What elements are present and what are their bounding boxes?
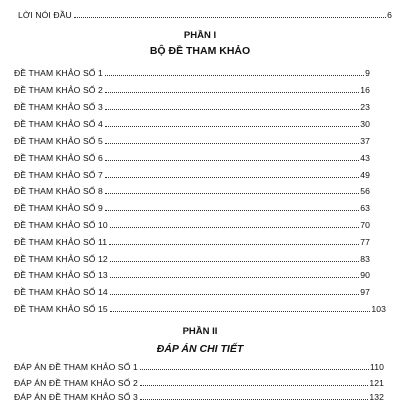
toc-entry-page: 49 — [360, 170, 370, 180]
toc-entry-page: 9 — [365, 68, 370, 78]
toc-entry[interactable] — [14, 68, 370, 78]
toc-entry[interactable] — [14, 220, 370, 230]
toc-entry-label: ĐÁP ÁN ĐỀ THAM KHẢO SỐ 1 — [14, 362, 138, 372]
toc-entry-page: 97 — [360, 287, 370, 297]
toc-entry-preface[interactable] — [18, 10, 392, 20]
toc-dot-leader — [105, 126, 359, 127]
toc-entry[interactable] — [14, 304, 386, 314]
toc-dot-leader — [105, 75, 364, 76]
toc-dot-leader — [110, 294, 359, 295]
toc-entry[interactable] — [14, 153, 370, 163]
toc-entry[interactable] — [14, 119, 370, 129]
toc-dot-leader — [105, 210, 359, 211]
toc-entry[interactable] — [14, 362, 384, 372]
toc-entry[interactable] — [14, 203, 370, 213]
toc-dot-leader — [105, 92, 359, 93]
toc-dot-leader — [109, 244, 359, 245]
toc-entry-label: ĐÁP ÁN ĐỀ THAM KHẢO SỐ 2 — [14, 378, 138, 388]
toc-entry-label: ĐỀ THAM KHẢO SỐ 4 — [14, 119, 103, 129]
toc-entry-label: ĐỀ THAM KHẢO SỐ 7 — [14, 170, 103, 180]
toc-entry-page: 132 — [369, 392, 384, 402]
toc-entry-page: 103 — [371, 304, 386, 314]
toc-entry[interactable] — [14, 170, 370, 180]
toc-entry-page: 83 — [360, 254, 370, 264]
toc-dot-leader — [105, 160, 359, 161]
toc-entry[interactable] — [14, 136, 370, 146]
toc-entry[interactable] — [14, 102, 370, 112]
toc-entry-label: ĐỀ THAM KHẢO SỐ 6 — [14, 153, 103, 163]
toc-entry-label: ĐỀ THAM KHẢO SỐ 10 — [14, 220, 108, 230]
toc-dot-leader — [105, 143, 359, 144]
toc-entry-label: ĐÁP ÁN ĐỀ THAM KHẢO SỐ 3 — [14, 392, 138, 402]
toc-entry-page: 63 — [360, 203, 370, 213]
part-1-heading: PHẦN I — [183, 30, 217, 41]
toc-entry[interactable] — [14, 237, 370, 247]
toc-entry-page: 121 — [369, 378, 384, 388]
toc-entry-page: 43 — [360, 153, 370, 163]
toc-entry-label: ĐỀ THAM KHẢO SỐ 15 — [14, 304, 108, 314]
part-2-heading: PHẦN II — [182, 326, 218, 337]
toc-dot-leader — [110, 277, 359, 278]
toc-entry-page: 6 — [387, 10, 392, 20]
toc-entry-page: 30 — [360, 119, 370, 129]
toc-entry[interactable] — [14, 287, 370, 297]
toc-entry-page: 16 — [360, 85, 370, 95]
toc-dot-leader — [74, 17, 386, 18]
toc-entry-label: ĐỀ THAM KHẢO SỐ 3 — [14, 102, 103, 112]
toc-entry[interactable] — [14, 186, 370, 196]
toc-entry[interactable] — [14, 254, 370, 264]
toc-entry-label: LỜI NÓI ĐẦU — [18, 10, 72, 20]
toc-entry-page: 23 — [360, 102, 370, 112]
part-1-title: BỘ ĐỀ THAM KHẢO — [149, 45, 251, 57]
toc-dot-leader — [110, 311, 371, 312]
toc-entry-page: 90 — [360, 270, 370, 280]
toc-entry-label: ĐỀ THAM KHẢO SỐ 5 — [14, 136, 103, 146]
toc-entry-page: 37 — [360, 136, 370, 146]
toc-entry-label: ĐỀ THAM KHẢO SỐ 11 — [14, 237, 108, 247]
toc-dot-leader — [110, 261, 359, 262]
toc-entry[interactable] — [14, 270, 370, 280]
toc-dot-leader — [140, 369, 369, 370]
toc-entry[interactable] — [14, 378, 384, 388]
toc-entry-page: 77 — [360, 237, 370, 247]
toc-entry-page: 70 — [360, 220, 370, 230]
toc-entry-label: ĐỀ THAM KHẢO SỐ 1 — [14, 68, 103, 78]
toc-entry[interactable] — [14, 85, 370, 95]
toc-entry-page: 56 — [360, 186, 370, 196]
toc-entry[interactable] — [14, 392, 384, 402]
toc-dot-leader — [110, 227, 359, 228]
toc-entry-label: ĐỀ THAM KHẢO SỐ 14 — [14, 287, 108, 297]
part-2-title: ĐÁP ÁN CHI TIẾT — [156, 343, 244, 355]
toc-entry-label: ĐỀ THAM KHẢO SỐ 9 — [14, 203, 103, 213]
toc-dot-leader — [105, 193, 359, 194]
toc-entry-label: ĐỀ THAM KHẢO SỐ 13 — [14, 270, 108, 280]
toc-dot-leader — [105, 109, 359, 110]
toc-entry-label: ĐỀ THAM KHẢO SỐ 8 — [14, 186, 103, 196]
toc-dot-leader — [140, 385, 369, 386]
toc-dot-leader — [105, 177, 359, 178]
toc-entry-page: 110 — [370, 362, 384, 372]
toc-entry-label: ĐỀ THAM KHẢO SỐ 12 — [14, 254, 108, 264]
toc-entry-label: ĐỀ THAM KHẢO SỐ 2 — [14, 85, 103, 95]
